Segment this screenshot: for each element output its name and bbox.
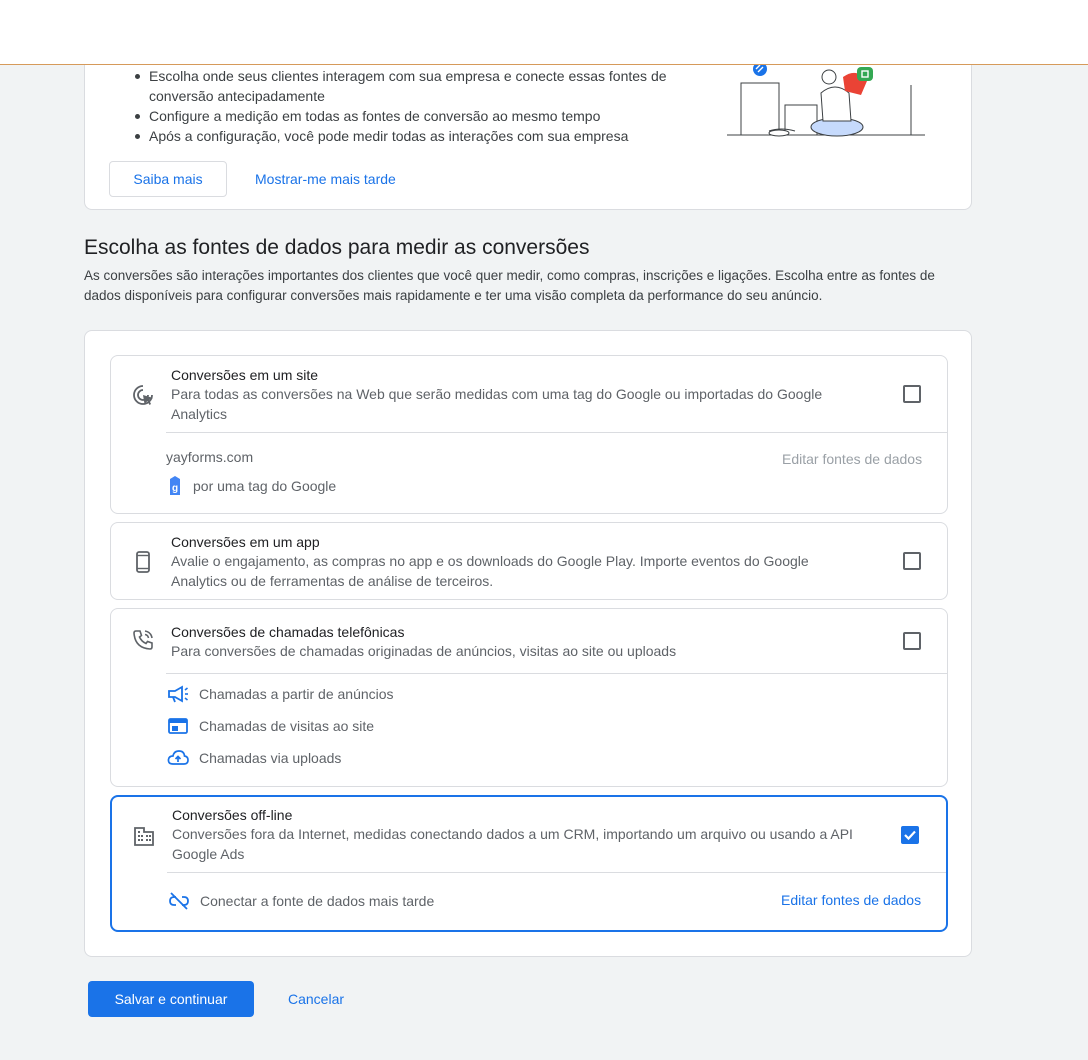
divider — [166, 673, 947, 674]
promo-bullet: Configure a medição em todas as fontes de conversão ao mesmo tempo — [149, 106, 709, 126]
option-offline-conversions — [110, 795, 948, 932]
option-description: Conversões fora da Internet, medidas conectando dados a um CRM, importando um arquivo ou usando a API Google Ads — [172, 826, 853, 862]
option-website-conversions — [110, 355, 948, 514]
cloud-upload-icon — [167, 749, 189, 767]
option-description: Para conversões de chamadas originadas de anúncios, visitas ao site ou uploads — [171, 643, 677, 659]
calls-from-ads-row — [167, 685, 394, 703]
web-page-icon — [167, 717, 189, 735]
phone-call-icon — [131, 628, 155, 652]
option-title: Conversões off-line — [172, 807, 293, 823]
google-tag-row — [167, 476, 336, 496]
option-app-conversions — [110, 522, 948, 600]
section-description: As conversões são interações importantes dos clientes que você quer medir, como compras, inscrições e ligações. Escolha entre as fontes de dados disponíveis para configurar conversões mais rapidamente e ter uma visão completa da performance do seu anúncio. — [84, 268, 935, 303]
google-tag-icon — [167, 476, 183, 496]
promo-bullet: Escolha onde seus clientes interagem com sua empresa e conecte essas fontes de conversão antecipadamente — [149, 66, 709, 106]
cursor-click-icon — [131, 383, 155, 407]
show-later-link[interactable]: Mostrar-me mais tarde — [255, 171, 396, 187]
calls-via-uploads-row — [167, 749, 341, 767]
smartphone-icon — [131, 550, 155, 574]
data-sources-card — [84, 330, 972, 957]
checkmark-icon — [903, 828, 917, 842]
option-title: Conversões em um app — [171, 534, 320, 550]
learn-more-button[interactable]: Saiba mais — [109, 161, 227, 197]
option-description: Avalie o engajamento, as compras no app e os downloads do Google Play. Importe eventos do Google Analytics ou de ferramentas de análise de terceiros. — [171, 553, 809, 589]
connect-later-label: Conectar a fonte de dados mais tarde — [200, 893, 435, 909]
svg-text:g: g — [171, 483, 179, 494]
divider — [166, 432, 947, 433]
calls-from-site-row — [167, 717, 374, 735]
offline-conversions-checkbox[interactable] — [901, 826, 919, 844]
promo-bullet-list — [149, 66, 709, 146]
calls-sub-label: Chamadas via uploads — [199, 750, 342, 766]
connect-later-row — [168, 892, 434, 910]
building-icon — [132, 824, 156, 848]
save-and-continue-button[interactable]: Salvar e continuar — [88, 981, 254, 1017]
website-domain: yayforms.com — [166, 449, 254, 465]
option-title: Conversões em um site — [171, 367, 319, 383]
phone-call-conversions-checkbox[interactable] — [903, 632, 921, 650]
promo-bullet: Após a configuração, você pode medir todas as interações com sua empresa — [149, 126, 709, 146]
promo-illustration — [725, 55, 935, 139]
option-phone-call-conversions — [110, 608, 948, 787]
website-conversions-checkbox[interactable] — [903, 385, 921, 403]
calls-sub-label: Chamadas a partir de anúncios — [199, 686, 394, 702]
edit-data-sources-link[interactable]: Editar fontes de dados — [782, 451, 923, 467]
cancel-button[interactable]: Cancelar — [287, 991, 345, 1007]
google-tag-label: por uma tag do Google — [193, 478, 337, 494]
link-off-icon — [168, 892, 190, 910]
edit-data-sources-link[interactable]: Editar fontes de dados — [781, 892, 922, 908]
option-description: Para todas as conversões na Web que serão medidas com uma tag do Google ou importadas do Google Analytics — [171, 386, 823, 422]
megaphone-icon — [167, 685, 189, 703]
divider — [167, 872, 946, 873]
promo-card — [84, 40, 972, 210]
section-title: Escolha as fontes de dados para medir as conversões — [84, 236, 590, 259]
top-app-bar — [0, 0, 1088, 65]
option-title: Conversões de chamadas telefônicas — [171, 624, 405, 640]
app-conversions-checkbox[interactable] — [903, 552, 921, 570]
calls-sub-label: Chamadas de visitas ao site — [199, 718, 375, 734]
